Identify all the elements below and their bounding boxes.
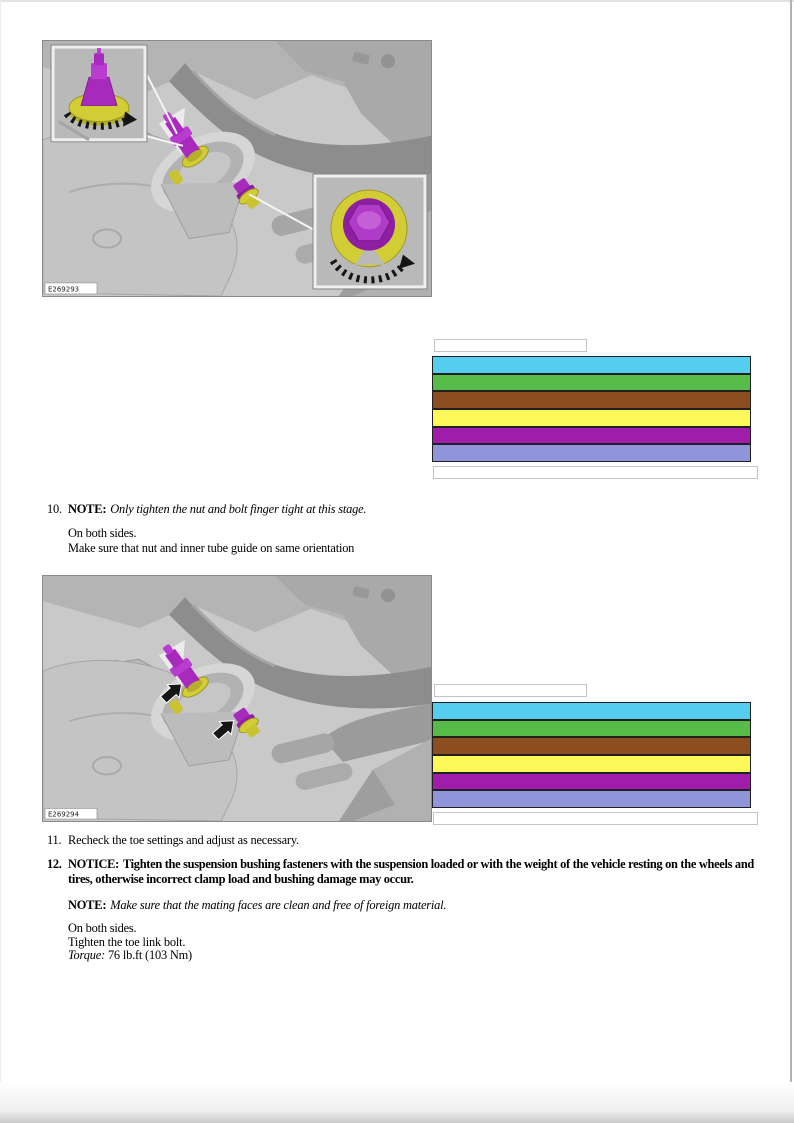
- color-bar-stack-1: [432, 356, 751, 462]
- note-text: Make sure that the mating faces are clean and free of foreign material.: [110, 898, 447, 912]
- page-bottom-shade: [0, 1082, 794, 1123]
- color-bar-yellow: [432, 755, 751, 773]
- inset-detail-nut-top: [313, 174, 427, 289]
- step-12-details: [68, 922, 192, 963]
- suspension-illustration-2: [43, 576, 431, 821]
- caption-box-1-bottom: [433, 466, 758, 479]
- figure-label-plate: [45, 808, 97, 819]
- step-10-line-1: On both sides.: [68, 526, 137, 540]
- note-label: NOTE:: [68, 898, 107, 912]
- step-11-text: Recheck the toe settings and adjust as necessary.: [68, 833, 299, 847]
- figure-label: E269294: [48, 810, 80, 819]
- color-bar-brown: [432, 391, 751, 409]
- color-bar-cyan: [432, 702, 751, 720]
- step-12-note: [68, 898, 748, 913]
- torque-value: 76 lb.ft (103 Nm): [107, 948, 192, 963]
- step-number: 12.: [47, 857, 62, 871]
- color-bar-cyan: [432, 356, 751, 374]
- note-label: NOTE:: [68, 502, 107, 516]
- step-12: [47, 857, 754, 886]
- color-bar-yellow: [432, 409, 751, 427]
- color-bar-stack-2: [432, 702, 751, 808]
- figure-suspension-insets: [42, 40, 432, 297]
- torque-spec: [68, 949, 192, 963]
- step-number: 10.: [47, 502, 62, 516]
- caption-box-1-top: [434, 339, 587, 352]
- step-12-line-2: Tighten the toe link bolt.: [68, 934, 186, 949]
- step-10-details: [68, 526, 354, 555]
- step-12-line-1: On both sides.: [68, 921, 137, 935]
- color-bar-lavender: [432, 444, 751, 462]
- figure-label-plate: [45, 283, 97, 294]
- color-bar-purple: [432, 773, 751, 791]
- suspension-illustration-1: [43, 41, 431, 296]
- page-top-edge: [0, 0, 794, 2]
- page-right-edge: [790, 0, 792, 1123]
- page-left-edge: [0, 0, 1, 1123]
- step-10: [47, 502, 747, 516]
- step-number: 11.: [47, 833, 62, 847]
- color-bar-green: [432, 374, 751, 392]
- step-11: [47, 833, 747, 847]
- color-bar-lavender: [432, 790, 751, 808]
- notice-label: NOTICE:: [68, 857, 119, 871]
- figure-label: E269293: [48, 284, 80, 294]
- color-bar-green: [432, 720, 751, 738]
- figure-suspension-arrows: [42, 575, 432, 822]
- torque-label: Torque:: [68, 948, 105, 963]
- caption-box-2-bottom: [433, 812, 758, 825]
- step-10-note: [68, 502, 747, 516]
- notice-text: Tighten the suspension bushing fasteners with the suspension loaded or with the weight of the vehicle resting on the wheels and tires, otherwise incorrect clamp load and bushing damage may occur.: [68, 857, 755, 886]
- color-bar-brown: [432, 737, 751, 755]
- step-12-notice: [68, 857, 754, 886]
- step-10-line-2: Make sure that nut and inner tube guide on same orientation: [68, 540, 355, 555]
- note-text: Only tighten the nut and bolt finger tight at this stage.: [110, 502, 367, 516]
- color-bar-purple: [432, 427, 751, 445]
- caption-box-2-top: [434, 684, 587, 697]
- inset-detail-bolt-side: [51, 45, 147, 142]
